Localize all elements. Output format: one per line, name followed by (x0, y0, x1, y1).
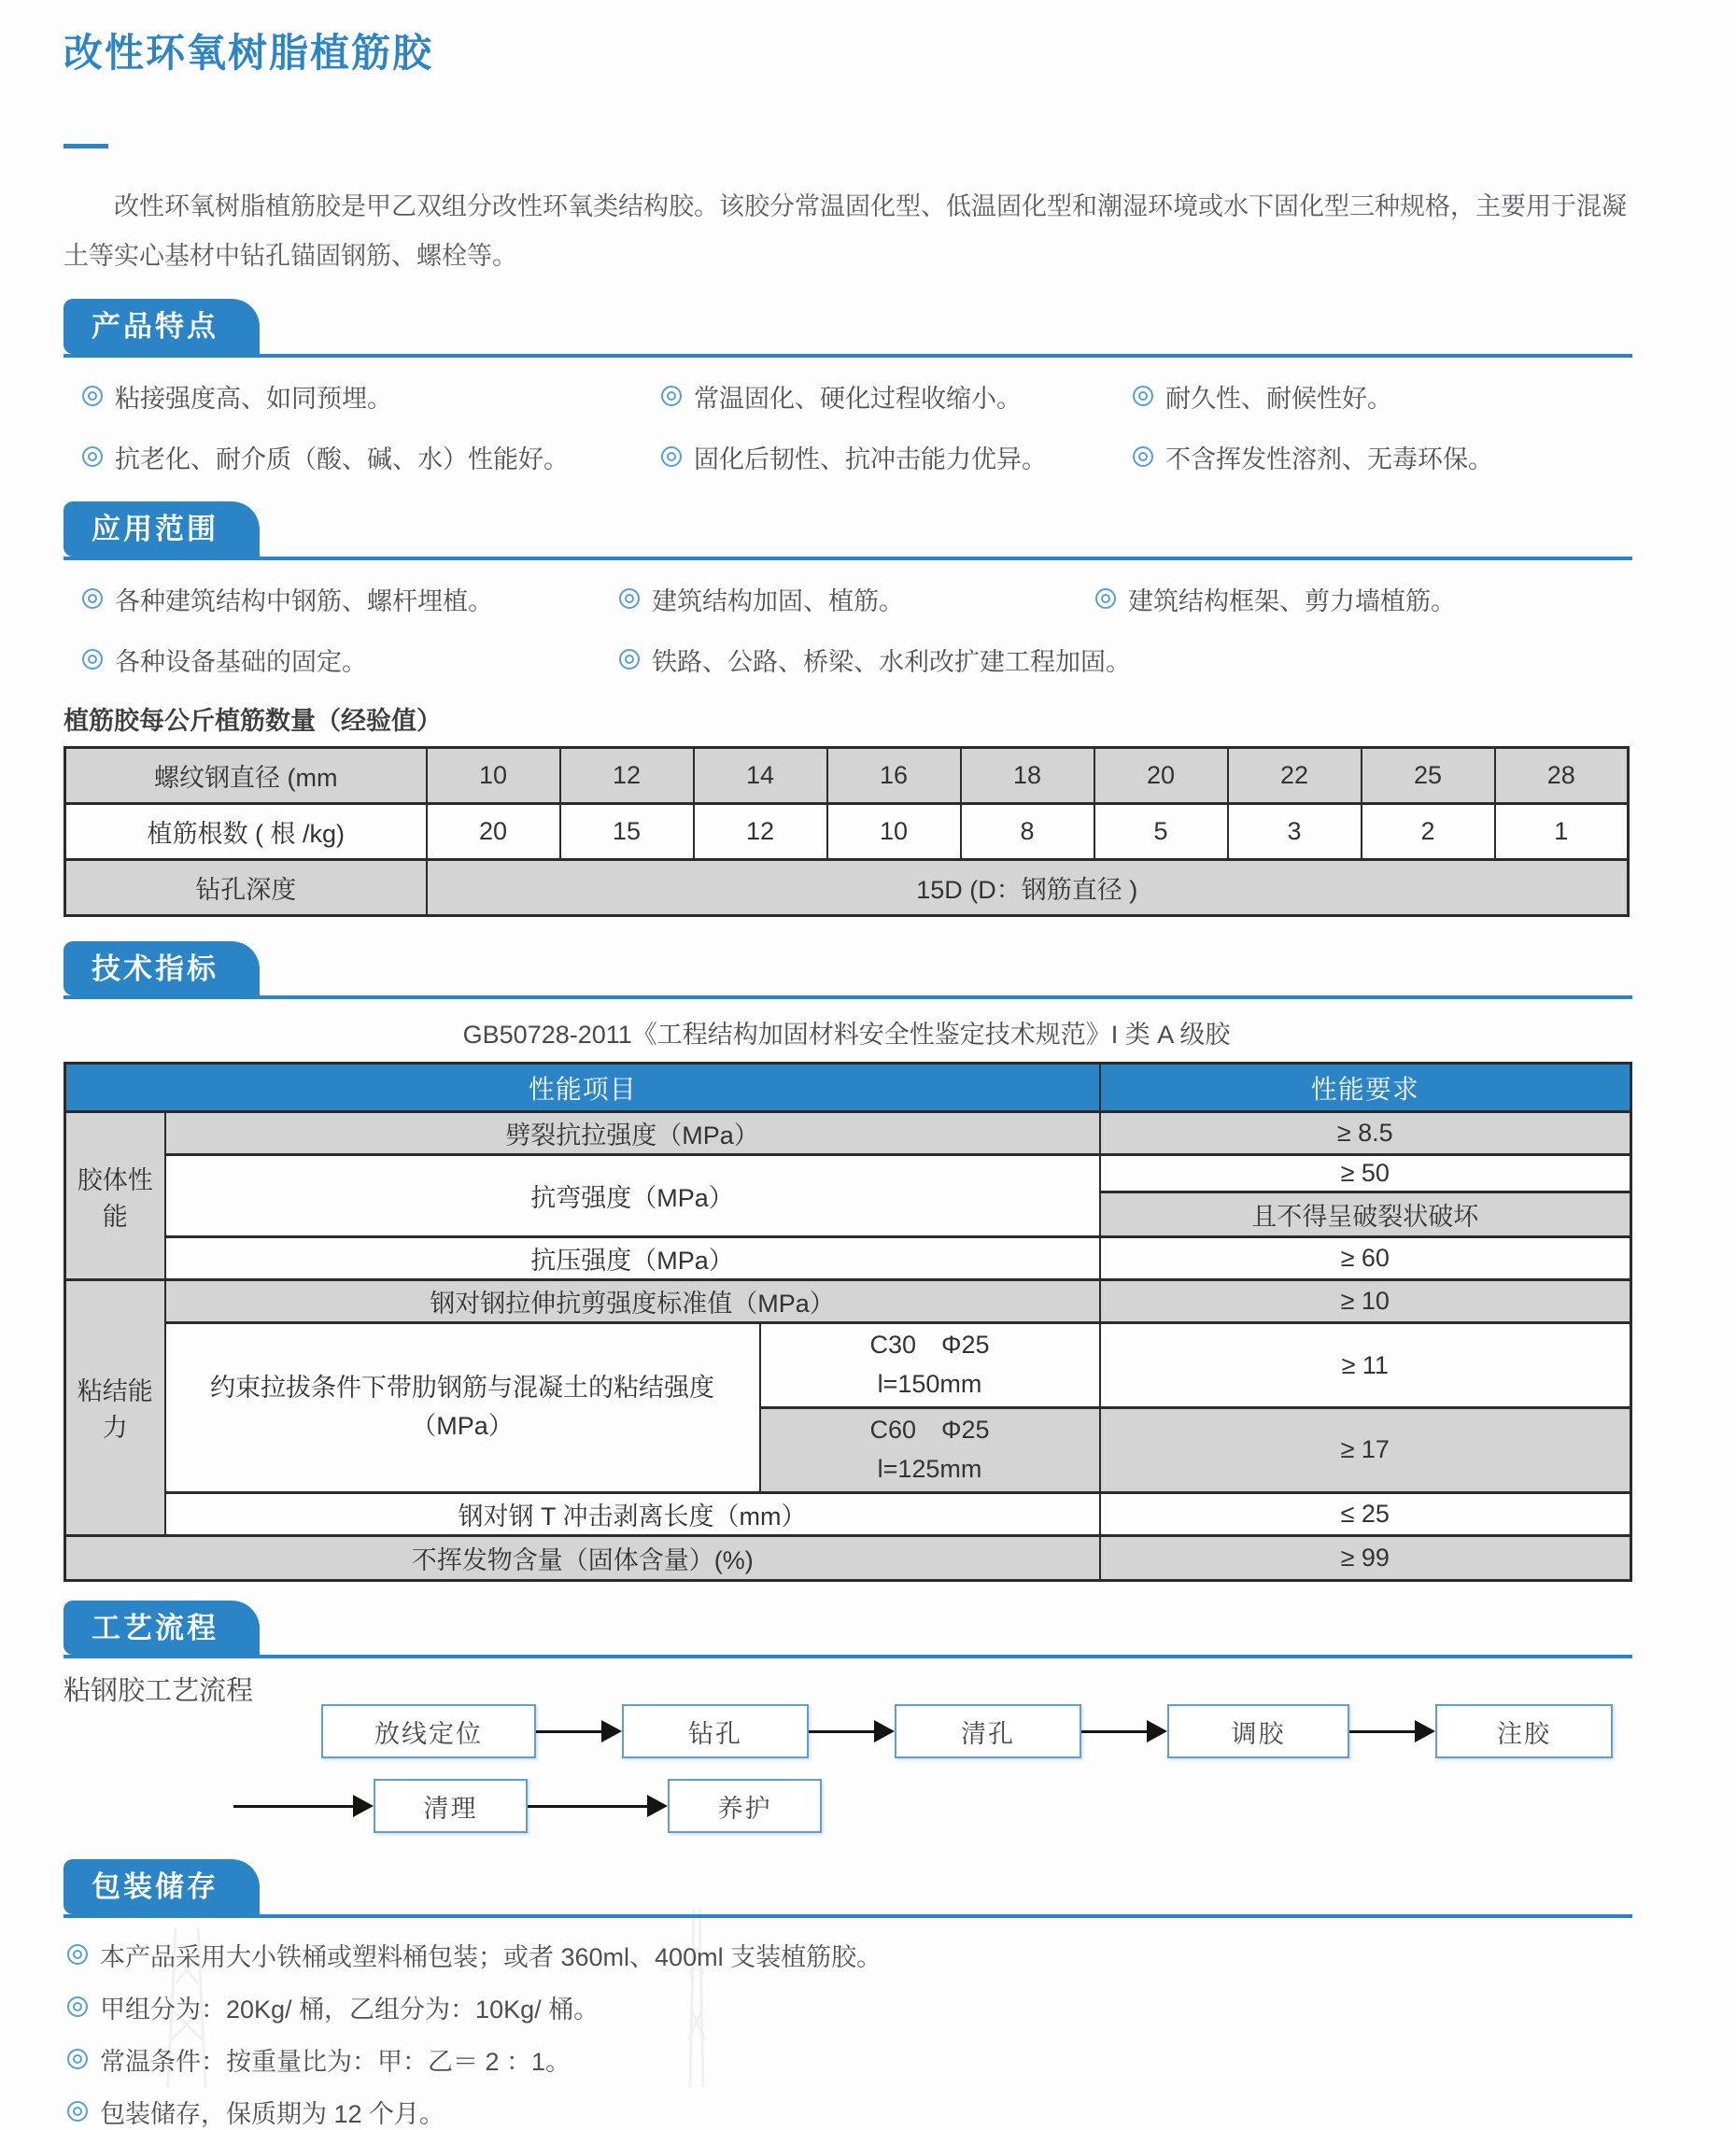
feature-item-label: 粘接强度高、如同预埋。 (115, 384, 392, 413)
table-row (65, 747, 1629, 803)
section-applications-tab: 应用范围 (64, 501, 260, 557)
rebar-diameter-cell: 10 (427, 747, 560, 803)
perf-item-header-cell: 性能项目 (65, 1064, 1100, 1112)
flow-arrow-icon (233, 1795, 374, 1817)
flow-row-1 (321, 1704, 1632, 1758)
nonvolatile-req-cell: ≥ 99 (1100, 1535, 1631, 1580)
bullet-icon (1133, 446, 1153, 467)
packaging-item (67, 1989, 1632, 2025)
group-cell-bond-capability: 粘结能力 (65, 1280, 165, 1535)
nonvolatile-label-cell: 不挥发物含量（固体含量）(%) (65, 1535, 1100, 1580)
compressive-label-cell: 抗压强度（MPa） (165, 1237, 1100, 1280)
table-row (65, 1064, 1631, 1112)
peel-label-cell: 钢对钢 T 冲击剥离长度（mm） (165, 1492, 1100, 1535)
section-features-header (64, 299, 1632, 358)
feature-item-label: 常温固化、硬化过程收缩小。 (694, 384, 1022, 413)
flow-arrow-icon (536, 1720, 622, 1742)
split-tensile-label-cell: 劈裂抗拉强度（MPa） (165, 1112, 1100, 1155)
shear-label-cell: 钢对钢拉伸抗剪强度标准值（MPa） (165, 1280, 1100, 1323)
bullet-icon (67, 2101, 88, 2122)
application-item-label: 建筑结构框架、剪力墙植筋。 (1128, 586, 1456, 615)
section-rule (64, 354, 1632, 358)
title-dash (64, 144, 108, 148)
flexural-req-note-cell: 且不得呈破裂状破坏 (1100, 1192, 1631, 1237)
application-item (1095, 581, 1632, 617)
flow-step-box: 清理 (374, 1779, 528, 1833)
section-packaging-tab: 包装储存 (64, 1859, 260, 1914)
packaging-item (67, 1937, 1632, 1973)
section-packaging-header (64, 1859, 1632, 1918)
rebar-count-cell: 5 (1094, 803, 1228, 859)
bond-c30-spec: C30 Φ25 (869, 1331, 990, 1360)
table-row (65, 1535, 1631, 1580)
feature-item (1133, 378, 1632, 415)
rebar-diameter-cell: 12 (560, 747, 694, 803)
flow-arrow-icon (1081, 1720, 1167, 1742)
application-item-label: 建筑结构加固、植筋。 (652, 586, 904, 615)
feature-item (82, 378, 661, 415)
table-row (65, 1155, 1631, 1192)
bond-c30-cell (760, 1323, 1100, 1408)
packaging-item-label: 本产品采用大小铁桶或塑料桶包装；或者 360ml、400ml 支装植筋胶。 (100, 1942, 882, 1971)
table-row (65, 1237, 1631, 1280)
features-list (64, 378, 1632, 475)
packaging-item (67, 2041, 1632, 2078)
rebar-count-cell: 15 (560, 803, 694, 859)
bullet-icon (67, 2049, 88, 2069)
application-item-label: 各种建筑结构中钢筋、螺杆埋植。 (115, 586, 493, 615)
feature-item (661, 439, 1133, 475)
rebar-diameter-cell: 22 (1228, 747, 1362, 803)
section-tech-header (64, 941, 1632, 1000)
packaging-list (64, 1937, 1632, 2130)
perf-req-header-cell: 性能要求 (1100, 1064, 1631, 1112)
rebar-count-label-cell: 植筋根数 ( 根 /kg) (65, 803, 427, 859)
application-item-label: 各种设备基础的固定。 (115, 647, 367, 676)
rebar-count-cell: 12 (694, 803, 827, 859)
feature-item (661, 378, 1133, 415)
table-row (65, 1492, 1631, 1535)
section-rule (64, 557, 1632, 560)
bullet-icon (661, 446, 682, 467)
section-process-header (64, 1601, 1632, 1659)
compressive-req-cell: ≥ 60 (1100, 1237, 1631, 1280)
table-row (65, 1280, 1631, 1323)
bullet-icon (82, 649, 103, 670)
section-tech-tab: 技术指标 (64, 941, 260, 996)
application-item (619, 642, 1131, 678)
section-features-tab: 产品特点 (64, 299, 260, 354)
rebar-depth-label-cell: 钻孔深度 (65, 859, 427, 915)
application-item (619, 581, 1095, 617)
datasheet-page (64, 22, 1632, 2130)
group-cell-body-performance: 胶体性能 (65, 1112, 165, 1280)
flow-step-box: 钻孔 (622, 1704, 809, 1758)
flow-step-box: 注胶 (1435, 1704, 1613, 1758)
rebar-count-cell: 2 (1362, 803, 1495, 859)
split-tensile-req-cell: ≥ 8.5 (1100, 1112, 1631, 1155)
packaging-item-label: 包装储存，保质期为 12 个月。 (100, 2099, 445, 2128)
bullet-icon (661, 386, 682, 406)
rebar-diameter-cell: 14 (694, 747, 827, 803)
bullet-icon (82, 588, 103, 609)
bullet-icon (619, 588, 640, 609)
rebar-diameter-cell: 16 (827, 747, 961, 803)
bond-label-line1: 约束拉拔条件下带肋钢筋与混凝土的粘结强度 (210, 1373, 714, 1402)
rebar-diameter-label-cell: 螺纹钢直径 (mm (65, 747, 427, 803)
rebar-table-caption: 植筋胶每公斤植筋数量（经验值） (64, 706, 442, 735)
flexural-label-cell: 抗弯强度（MPa） (165, 1155, 1100, 1237)
bullet-icon (82, 446, 103, 467)
bond-c60-length: l=125mm (877, 1454, 982, 1483)
table-row (65, 1323, 1631, 1408)
rebar-count-cell: 1 (1495, 803, 1629, 859)
bullet-icon (82, 386, 103, 406)
tech-table-caption: GB50728-2011《工程结构加固材料安全性鉴定技术规范》I 类 A 级胶 (462, 1021, 1231, 1050)
packaging-item-label: 甲组分为：20Kg/ 桶，乙组分为：10Kg/ 桶。 (100, 1995, 600, 2024)
intro-paragraph: 改性环氧树脂植筋胶是甲乙双组分改性环氧类结构胶。该胶分常温固化型、低温固化型和潮湿环境或水下固化型三种规格，主要用于混凝土等实心基材中钻孔锚固钢筋、螺栓等。 (64, 192, 1627, 270)
flow-arrow-icon (809, 1720, 895, 1742)
application-item-label: 铁路、公路、桥梁、水利改扩建工程加固。 (652, 647, 1131, 676)
rebar-count-cell: 3 (1228, 803, 1362, 859)
bullet-icon (67, 1944, 88, 1965)
bond-label-cell (165, 1323, 760, 1492)
rebar-diameter-cell: 28 (1495, 747, 1629, 803)
flexural-req-cell: ≥ 50 (1100, 1155, 1631, 1192)
bond-label-line2: （MPa） (411, 1412, 514, 1441)
feature-item-label: 耐久性、耐候性好。 (1165, 384, 1392, 413)
flow-arrow-icon (1349, 1720, 1435, 1742)
bond-c30-length: l=150mm (877, 1370, 982, 1399)
section-process-tab: 工艺流程 (64, 1601, 260, 1656)
table-row (65, 1112, 1631, 1155)
applications-list (64, 581, 1632, 678)
rebar-diameter-cell: 20 (1094, 747, 1228, 803)
bullet-icon (619, 649, 640, 670)
application-item (82, 581, 619, 617)
bullet-icon (1133, 386, 1153, 406)
tech-table (64, 1062, 1632, 1581)
table-row (65, 803, 1629, 859)
table-row (65, 859, 1629, 915)
rebar-table (64, 746, 1630, 917)
bullet-icon (1095, 588, 1116, 609)
bullet-icon (67, 1996, 88, 2017)
rebar-count-cell: 8 (961, 803, 1094, 859)
flow-step-box: 调胶 (1167, 1704, 1349, 1758)
process-flow-subtitle: 粘钢胶工艺流程 (64, 1676, 254, 1707)
rebar-diameter-cell: 25 (1362, 747, 1495, 803)
flow-step-box: 清孔 (895, 1704, 1081, 1758)
bond-c60-spec: C60 Φ25 (869, 1415, 990, 1444)
bond-c30-req-cell: ≥ 11 (1100, 1323, 1631, 1408)
flow-arrow-icon (528, 1795, 668, 1817)
flow-step-box: 放线定位 (321, 1704, 536, 1758)
application-item (82, 642, 619, 678)
rebar-count-cell: 10 (827, 803, 961, 859)
feature-item-label: 抗老化、耐介质（酸、碱、水）性能好。 (115, 444, 569, 473)
peel-req-cell: ≤ 25 (1100, 1492, 1631, 1535)
rebar-diameter-cell: 18 (961, 747, 1094, 803)
section-applications-header (64, 501, 1632, 560)
section-rule (64, 1914, 1632, 1918)
packaging-item (67, 2094, 1632, 2130)
bond-c60-cell (760, 1407, 1100, 1492)
feature-item (82, 439, 661, 475)
flow-row-2 (233, 1779, 1632, 1833)
flow-step-box: 养护 (668, 1779, 822, 1833)
rebar-depth-value-cell: 15D (D：钢筋直径 ) (427, 859, 1629, 915)
bond-c60-req-cell: ≥ 17 (1100, 1407, 1631, 1492)
shear-req-cell: ≥ 10 (1100, 1280, 1631, 1323)
section-rule (64, 995, 1632, 999)
section-rule (64, 1655, 1632, 1658)
feature-item-label: 不含挥发性溶剂、无毒环保。 (1165, 444, 1493, 473)
page-title: 改性环氧树脂植筋胶 (64, 31, 434, 75)
feature-item-label: 固化后韧性、抗冲击能力优异。 (694, 444, 1047, 473)
feature-item (1133, 439, 1632, 475)
rebar-count-cell: 20 (427, 803, 560, 859)
packaging-item-label: 常温条件：按重量比为：甲：乙＝ 2 ：1。 (100, 2047, 572, 2076)
